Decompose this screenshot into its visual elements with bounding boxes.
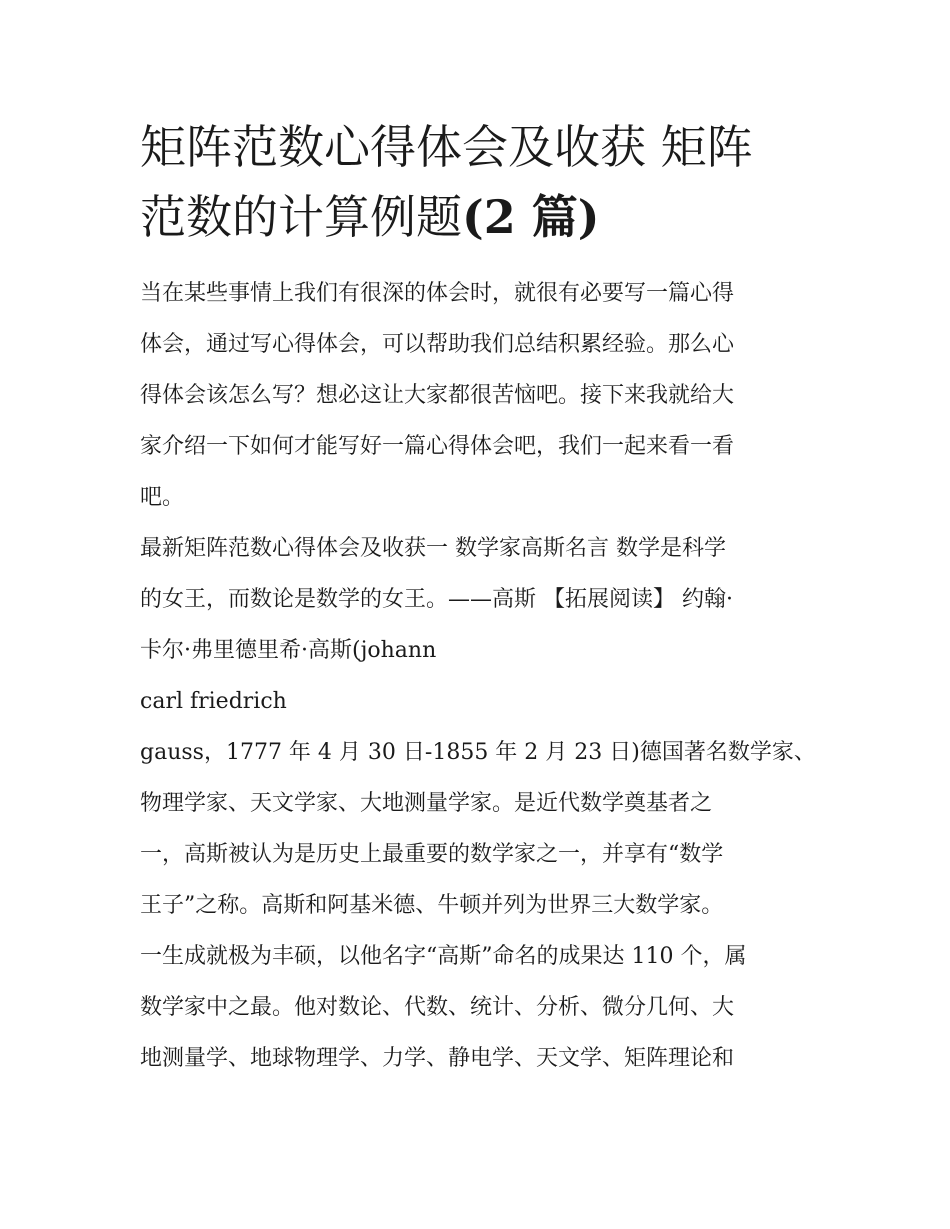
intro-line: 吧。 bbox=[140, 485, 185, 510]
title-line-2 bbox=[140, 182, 812, 252]
document-title bbox=[140, 112, 812, 252]
body-line: 一，高斯被认为是历史上最重要的数学家之一，并享有“数学 bbox=[140, 842, 724, 867]
title-line-2-prefix: 范数的计算例题 bbox=[140, 190, 462, 244]
title-line-2-suffix: 篇) bbox=[515, 190, 600, 244]
body-line: 物理学家、天文学家、大地测量学家。是近代数学奠基者之 bbox=[140, 791, 713, 816]
body-line: carl friedrich bbox=[140, 689, 287, 714]
intro-paragraph bbox=[140, 268, 812, 523]
body-line: gauss，1777 年 4 月 30 日-1855 年 2 月 23 日)德国著名数学家、 bbox=[140, 740, 816, 765]
body-line: 地测量学、地球物理学、力学、静电学、天文学、矩阵理论和 bbox=[140, 1046, 735, 1071]
body-line: 卡尔·弗里德里希·高斯(johann bbox=[140, 638, 437, 663]
intro-line: 得体会该怎么写？想必这让大家都很苦恼吧。接下来我就给大 bbox=[140, 383, 735, 408]
body-line: 的女王，而数论是数学的女王。——高斯 【拓展阅读】 约翰· bbox=[140, 587, 733, 612]
body-line: 王子”之称。高斯和阿基米德、牛顿并列为世界三大数学家。 bbox=[140, 893, 724, 918]
title-line-2-bold: (2 bbox=[462, 190, 516, 244]
intro-line: 体会，通过写心得体会，可以帮助我们总结积累经验。那么心 bbox=[140, 332, 735, 357]
intro-line: 当在某些事情上我们有很深的体会时，就很有必要写一篇心得 bbox=[140, 281, 735, 306]
body-paragraph bbox=[140, 523, 816, 1084]
title-line-1: 矩阵范数心得体会及收获 矩阵 bbox=[140, 120, 753, 174]
body-line: 数学家中之最。他对数论、代数、统计、分析、微分几何、大 bbox=[140, 995, 735, 1020]
document-page bbox=[140, 112, 816, 1084]
intro-line: 家介绍一下如何才能写好一篇心得体会吧，我们一起来看一看 bbox=[140, 434, 735, 459]
body-line: 一生成就极为丰硕，以他名字“高斯”命名的成果达 110 个，属 bbox=[140, 944, 747, 969]
body-line: 最新矩阵范数心得体会及收获一 数学家高斯名言 数学是科学 bbox=[140, 536, 726, 561]
